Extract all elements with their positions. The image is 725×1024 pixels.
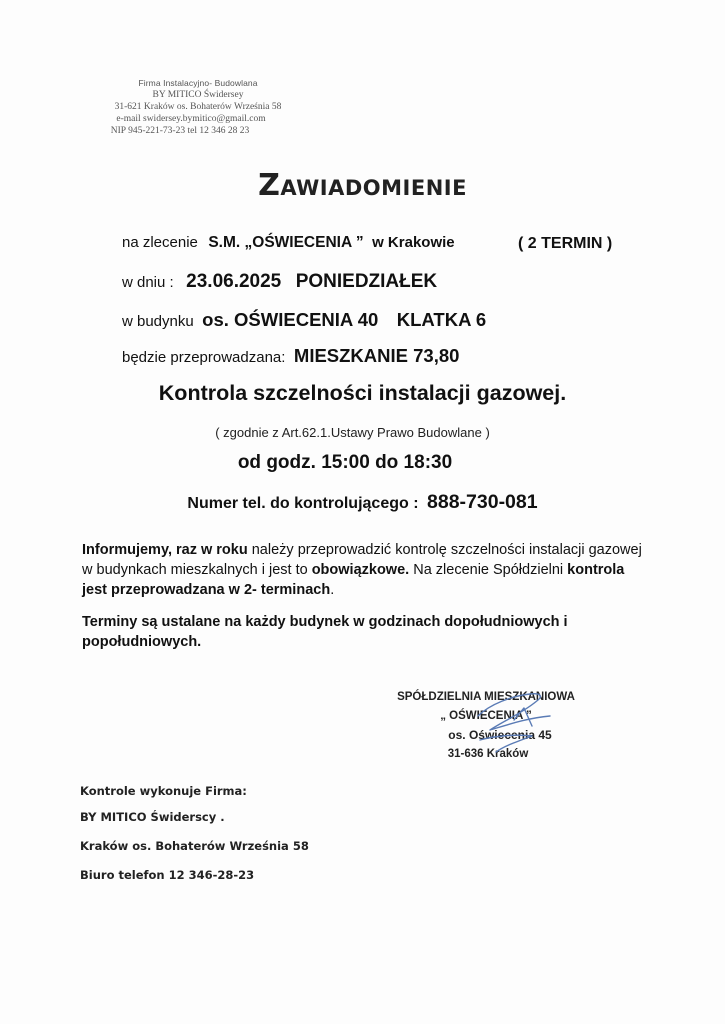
cooperative-stamp-line: 31-636 Kraków [447,748,529,760]
signature-icon [420,686,570,768]
cooperative-stamp-line: „ OŚWIECENIA ” [440,710,532,722]
contact-label: Numer tel. do kontrolującego : [187,495,419,512]
company-stamp-line: Firma Instalacyjno- Budowlana [138,78,258,88]
info-emphasis: obowiązkowe. [311,562,410,578]
contact-phone-number: 888-730-081 [427,491,538,513]
company-stamp-line: NIP 945-221-73-23 tel 12 346 28 23 [110,126,250,137]
contractor-info-line: BY MITICO Świderscy . [80,810,225,824]
order-term: ( 2 TERMIN ) [518,235,613,252]
date-label: w dniu : [122,274,174,291]
document-title: Zawiadomienie [258,168,467,203]
building-address: os. OŚWIECENIA 40 [202,309,379,330]
order-line [122,234,613,252]
company-stamp-line: e-mail swidersey.bymitico@gmail.com [116,114,266,125]
company-stamp-line: 31-621 Kraków os. Bohaterów Września 58 [114,102,282,113]
location-label: będzie przeprowadzana: [122,349,286,366]
order-label: na zlecenie [122,234,198,251]
schedule-paragraph: Terminy są ustalane na każdy budynek w godzinach dopołudniowych i popołudniowych. [82,614,568,650]
location-value: MIESZKANIE 73,80 [293,345,460,366]
date-weekday: PONIEDZIAŁEK [295,271,438,292]
contractor-info-line: Kontrole wykonuje Firma: [80,784,247,798]
info-text: należy przeprowadzić kontrolę szczelności instalacji gazowej w budynkach mieszkalnych i jest to [82,542,642,578]
company-stamp-line: BY MITICO Świdersey [152,89,244,100]
info-text: Na zlecenie Spółdzielni [409,562,568,578]
contractor-info-line: Kraków os. Bohaterów Września 58 [80,839,309,853]
info-emphasis: kontrola jest przeprowadzana w 2- terminach [82,562,625,598]
legal-basis: ( zgodnie z Art.62.1.Ustawy Prawo Budowlane ) [215,425,490,440]
info-emphasis: Informujemy, raz w roku [82,542,248,558]
location-line [122,345,459,367]
order-organization: S.M. „OŚWIECENIA ” [208,234,364,251]
building-line [122,309,486,331]
cooperative-stamp-line: SPÓŁDZIELNIA MIESZKANIOWA [397,691,575,703]
info-text: . [330,582,335,598]
contact-line [0,491,725,514]
cooperative-stamp-line: os. Oświecenia 45 [448,728,552,742]
company-stamp [78,78,318,138]
info-paragraph [82,540,652,600]
contractor-info-line: Biuro telefon 12 346-28-23 [80,868,255,882]
inspection-headline: Kontrola szczelności instalacji gazowej. [158,381,567,405]
date-line [122,271,437,293]
building-staircase: KLATKA 6 [396,309,487,330]
inspection-hours: od godz. 15:00 do 18:30 [237,452,453,473]
date-value: 23.06.2025 [186,271,282,292]
order-city: w Krakowie [372,234,455,251]
building-label: w budynku [122,313,194,330]
